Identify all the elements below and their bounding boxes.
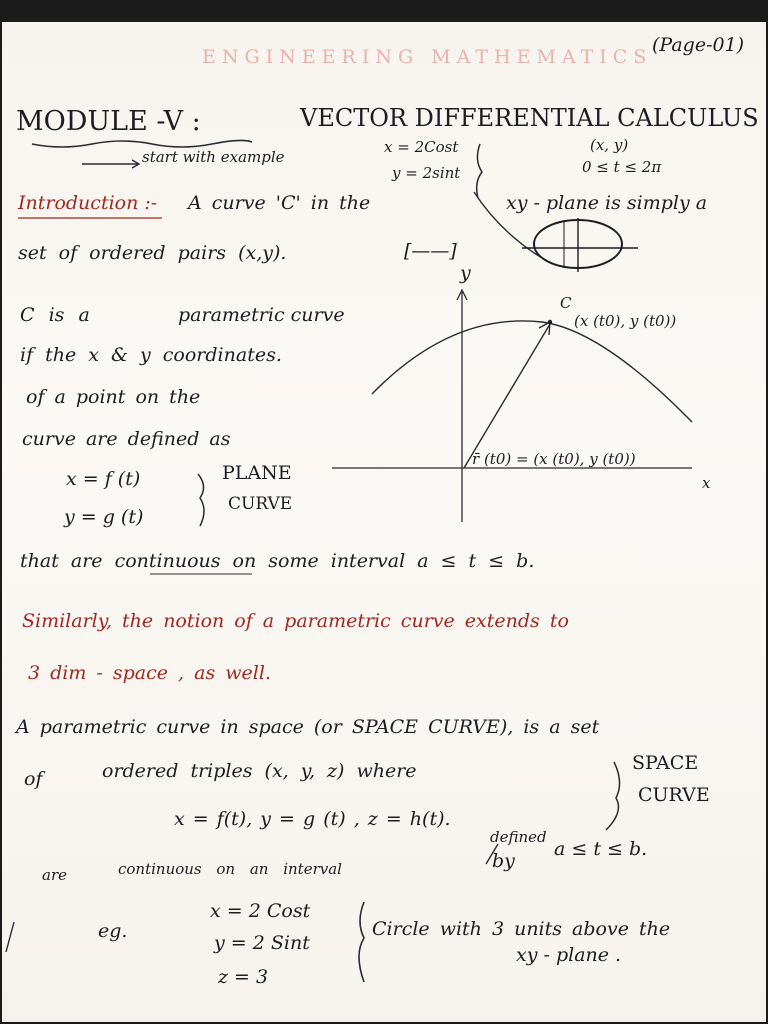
param-curve-text: parametric curve xyxy=(178,304,345,326)
plane-curve-label-2: CURVE xyxy=(228,494,293,514)
space-curve-interval: a ≤ t ≤ b. xyxy=(554,838,648,860)
defined-by-bracket xyxy=(486,844,498,864)
param-of-a-point: of a point on the xyxy=(26,386,201,408)
plane-curve-label-1: PLANE xyxy=(222,462,292,484)
notebook-page xyxy=(2,22,766,1022)
plane-curve-brace xyxy=(198,474,204,526)
example-x: x = 2 Cost xyxy=(210,900,311,922)
param-if-the: if the x & y coordinates. xyxy=(20,344,282,366)
similarly-line2: 3 dim - space , as well. xyxy=(28,662,271,684)
graph-point xyxy=(548,320,552,324)
example-x-equation: x = 2Cost xyxy=(384,138,459,156)
param-curve-are: curve are defined as xyxy=(22,428,231,450)
space-curve-brace xyxy=(606,762,620,830)
space-curve-defined: defined xyxy=(490,828,547,846)
param-y-equation: y = g (t) xyxy=(64,506,144,528)
introduction-plane: xy - plane is simply a xyxy=(506,192,708,214)
space-curve-ordered: ordered triples (x, y, z) where xyxy=(102,760,417,782)
graph-curve xyxy=(372,321,692,422)
example-desc-2: xy - plane . xyxy=(516,944,622,966)
example-brace xyxy=(477,144,482,198)
graph-point-label: C xyxy=(560,294,572,312)
graph-point-coords: (x (t0), y (t0)) xyxy=(574,312,677,330)
introduction-line2: set of ordered pairs (x,y). xyxy=(18,242,287,264)
example-z: z = 3 xyxy=(218,966,269,988)
graph-y-axis-label: y xyxy=(460,262,471,284)
example-brace-large xyxy=(359,902,364,982)
space-curve-continuous: continuous on an interval xyxy=(118,860,342,878)
faint-header: ENGINEERING MATHEMATICS xyxy=(202,46,653,68)
example-y-equation: y = 2sint xyxy=(392,164,461,182)
example-y: y = 2 Sint xyxy=(214,932,310,954)
introduction-bracket: [——] xyxy=(404,240,457,262)
param-continuous: that are continuous on some interval a ≤ t ≤ b. xyxy=(20,550,535,572)
example-pair: (x, y) xyxy=(590,136,629,154)
module-title: MODULE -V : xyxy=(16,106,201,137)
space-curve-equations: x = f(t), y = g (t) , z = h(t). xyxy=(174,808,451,830)
example-eg: eg. xyxy=(98,920,128,942)
similarly-line1: Similarly, the notion of a parametric curve extends to xyxy=(22,610,569,632)
graph-x-axis-label: x xyxy=(702,474,711,492)
space-curve-by: by xyxy=(492,850,515,872)
param-c-is-a: C is a xyxy=(20,304,90,326)
hand-drawn-sketches xyxy=(2,22,766,1022)
subject-title: VECTOR DIFFERENTIAL CALCULUS xyxy=(300,104,759,132)
margin-mark xyxy=(6,922,14,952)
space-curve-of: of xyxy=(24,768,43,790)
space-curve-are: are xyxy=(42,866,67,884)
space-curve-label-1: SPACE xyxy=(632,752,699,774)
graph-position-vector xyxy=(464,324,550,468)
graph-vector-label: r̄ (t0) = (x (t0), y (t0)) xyxy=(472,450,636,468)
page-label: (Page-01) xyxy=(652,34,745,56)
example-range: 0 ≤ t ≤ 2π xyxy=(582,158,662,176)
title-underline xyxy=(32,140,252,147)
introduction-label: Introduction :- xyxy=(18,192,158,214)
start-example-note: start with example xyxy=(142,148,285,166)
introduction-line1: A curve 'C' in the xyxy=(188,192,371,214)
space-curve-line1: A parametric curve in space (or SPACE CURVE), is a set xyxy=(16,716,600,738)
space-curve-label-2: CURVE xyxy=(638,784,710,806)
example-desc-1: Circle with 3 units above the xyxy=(372,918,671,940)
param-x-equation: x = f (t) xyxy=(66,468,141,490)
